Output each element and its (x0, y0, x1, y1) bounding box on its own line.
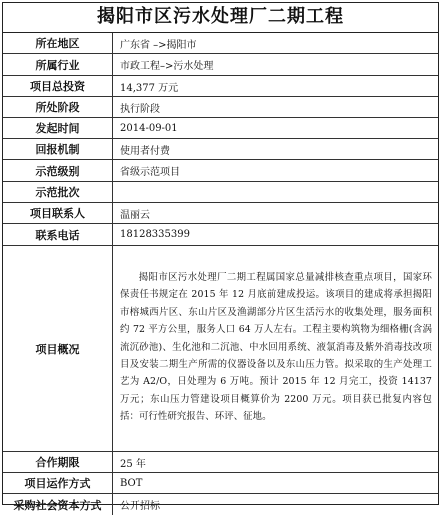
label-start-date: 发起时间 (3, 118, 113, 138)
row-demo-batch (3, 182, 438, 203)
value-start-date: 2014-09-01 (120, 122, 178, 134)
value-total-investment: 14,377 万元 (120, 82, 179, 94)
label-return-mechanism: 回报机制 (3, 139, 113, 159)
label-contact: 项目联系人 (3, 203, 113, 223)
row-industry (3, 54, 438, 76)
value-contact: 温丽云 (120, 209, 150, 221)
row-cooperation-term (3, 452, 438, 473)
label-procurement-method: 采购社会资本方式 (3, 494, 113, 515)
value-operation-mode: BOT (120, 477, 143, 489)
row-phone (3, 224, 438, 246)
value-industry: 市政工程–>污水处理 (120, 61, 214, 72)
value-procurement-method: 公开招标 (120, 501, 160, 512)
label-industry: 所属行业 (3, 54, 113, 75)
row-demo-level (3, 160, 438, 182)
value-return-mechanism: 使用者付费 (120, 145, 170, 157)
row-return-mechanism (3, 139, 438, 160)
label-total-investment: 项目总投资 (3, 76, 113, 96)
value-overview: 揭阳市区污水处理厂二期工程属国家总量减排核查重点项目，国家环保责任书规定在 2015 年 12 月底前建成投运。该项目的建成将承担揭阳市榕城西片区、东山片区及渔湖部分片区生活污水的收集处理，服务面积约 72 平方公里，服务人口 64 万人左右。工程主要构筑物为细格栅(含涡流沉砂池)、生化池和二沉池、中水回用系统、液氯消毒及紫外消毒技改项目及安装二期生产所需的仪器设备以及东山压力管。拟采取的生产处理工艺为 A2/O，日处理为 6 万吨。预计 2015 年 12 月完工，投资 14137 万元；东山压力管建设项目概算价为 2200 万元。项目获已批复内容包括：可行性研究报告、环评、征地。 (120, 272, 432, 423)
label-demo-batch: 示范批次 (3, 182, 113, 202)
label-operation-mode: 项目运作方式 (3, 473, 113, 493)
label-phone: 联系电话 (3, 224, 113, 245)
row-total-investment (3, 76, 438, 97)
value-demo-level: 省级示范项目 (120, 167, 180, 178)
row-operation-mode (3, 473, 438, 494)
label-cooperation-term: 合作期限 (3, 452, 113, 472)
row-start-date (3, 118, 438, 139)
row-region (3, 33, 438, 54)
label-overview: 项目概况 (3, 246, 113, 451)
value-region: 广东省 –>揭阳市 (120, 39, 197, 51)
label-region: 所在地区 (3, 33, 113, 53)
row-contact (3, 203, 438, 224)
value-demo-batch (113, 182, 438, 202)
row-procurement-method (3, 494, 438, 515)
project-info-table (2, 2, 439, 512)
label-demo-level: 示范级别 (3, 160, 113, 181)
value-cooperation-term: 25 年 (120, 458, 146, 470)
row-stage (3, 97, 438, 118)
value-phone: 18128335399 (120, 229, 190, 240)
row-overview (3, 246, 438, 452)
label-stage: 所处阶段 (3, 97, 113, 117)
value-stage: 执行阶段 (120, 103, 160, 115)
table-title: 揭阳市区污水处理厂二期工程 (3, 3, 438, 33)
